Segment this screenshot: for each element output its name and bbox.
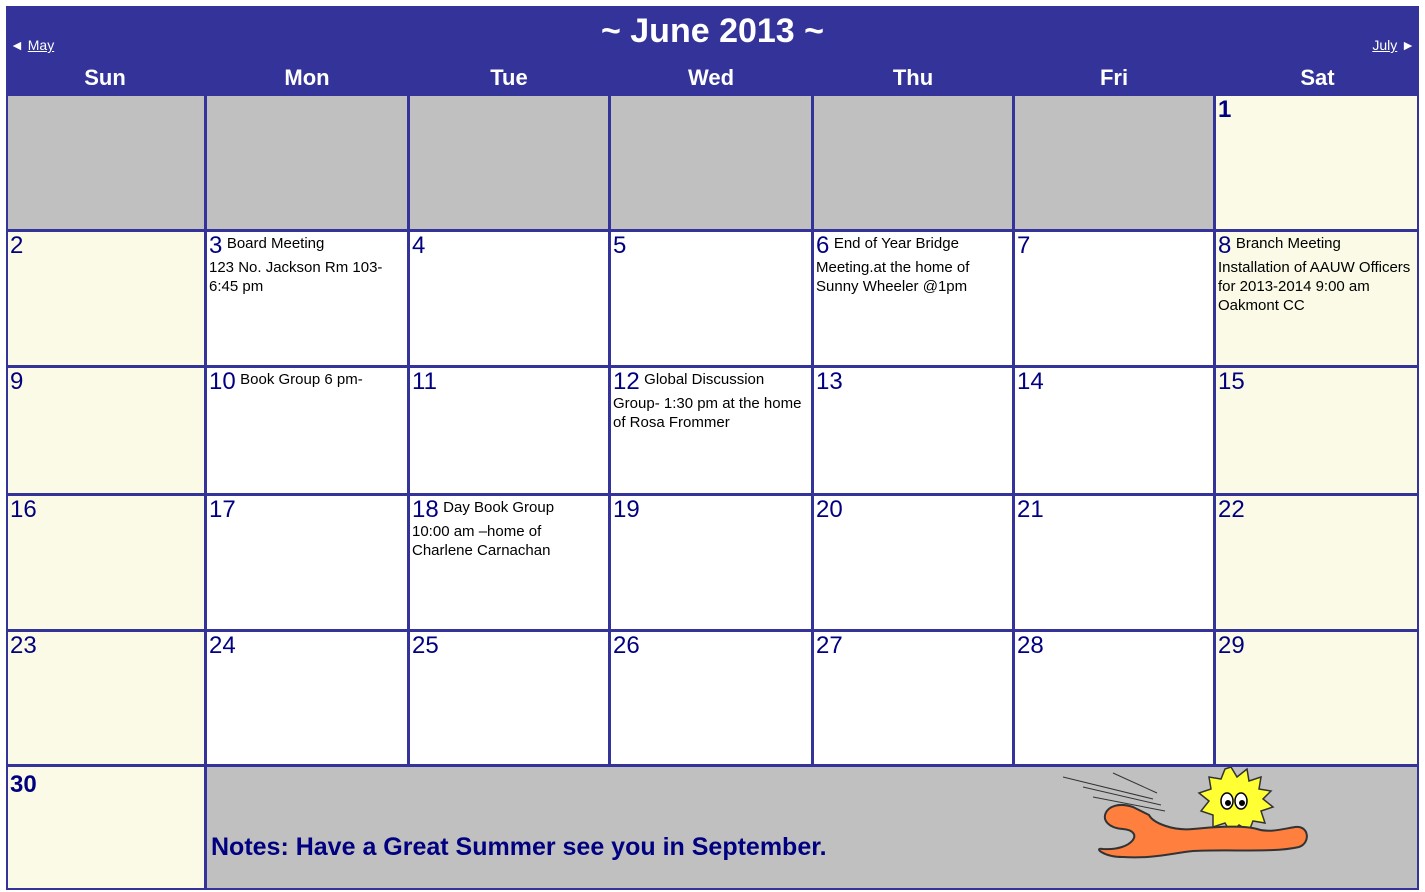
- day-number: 21: [1017, 496, 1044, 523]
- day-cell-19[interactable]: [611, 496, 811, 629]
- day-content: [611, 232, 811, 260]
- event-text: Branch Meeting Installation of AAUW Officers for 2013-2014 9:00 am Oakmont CC: [1218, 235, 1411, 314]
- day-cell-25[interactable]: [410, 632, 608, 764]
- day-content: [814, 232, 1012, 298]
- day-number: 16: [10, 496, 37, 523]
- day-number: 2: [10, 232, 24, 259]
- prev-month-link[interactable]: May: [27, 37, 55, 53]
- day-cell-4[interactable]: [410, 232, 608, 365]
- day-number: 10: [209, 368, 236, 395]
- next-month-link[interactable]: July: [1372, 37, 1398, 53]
- day-cell-27[interactable]: [814, 632, 1012, 764]
- notes-panel: [207, 767, 1417, 888]
- next-month-nav[interactable]: [1372, 37, 1415, 53]
- day-number: 1: [1218, 96, 1232, 123]
- weekday-header-wed: Wed: [687, 65, 735, 90]
- calendar: [6, 6, 1419, 890]
- day-number: 27: [816, 632, 843, 659]
- day-cell-6[interactable]: [814, 232, 1012, 365]
- empty-day-cell: [207, 96, 407, 229]
- day-content: [1216, 368, 1417, 396]
- day-content: [207, 496, 407, 524]
- day-cell-17[interactable]: [207, 496, 407, 629]
- day-cell-28[interactable]: [1015, 632, 1213, 764]
- weekday-header-thu: Thu: [892, 65, 934, 90]
- day-number: 26: [613, 632, 640, 659]
- event-text: Day Book Group 10:00 am –home of Charlene Carnachan: [412, 499, 555, 559]
- summer-sun-icon: [1033, 767, 1333, 863]
- day-content: [207, 368, 407, 396]
- day-number: 22: [1218, 496, 1245, 523]
- day-cell-2[interactable]: [8, 232, 204, 365]
- event-text: End of Year Bridge Meeting.at the home of Sunny Wheeler @1pm: [816, 235, 970, 295]
- day-number: 5: [613, 232, 627, 259]
- day-cell-12[interactable]: [611, 368, 811, 493]
- day-number: 13: [816, 368, 843, 395]
- day-content: [1216, 232, 1417, 317]
- day-cell-21[interactable]: [1015, 496, 1213, 629]
- day-number: 30: [10, 771, 37, 798]
- day-content: [8, 632, 204, 660]
- day-cell-14[interactable]: [1015, 368, 1213, 493]
- day-number: 28: [1017, 632, 1044, 659]
- left-arrow-icon: ◄: [10, 37, 24, 53]
- day-cell-24[interactable]: [207, 632, 407, 764]
- day-number: 11: [412, 368, 437, 395]
- day-content: [1216, 96, 1417, 124]
- day-number: 14: [1017, 368, 1044, 395]
- day-content: [410, 632, 608, 660]
- day-content: [611, 496, 811, 524]
- day-cell-8[interactable]: [1216, 232, 1417, 365]
- right-arrow-icon: ►: [1401, 37, 1415, 53]
- weekday-header-tue: Tue: [490, 65, 528, 90]
- day-number: 19: [613, 496, 640, 523]
- notes-text: Notes: Have a Great Summer see you in September.: [211, 833, 827, 861]
- day-cell-16[interactable]: [8, 496, 204, 629]
- day-content: [611, 632, 811, 660]
- day-number: 20: [816, 496, 843, 523]
- day-cell-26[interactable]: [611, 632, 811, 764]
- empty-day-cell: [410, 96, 608, 229]
- day-content: [1015, 632, 1213, 660]
- day-number: 7: [1017, 232, 1031, 259]
- weekday-header-fri: Fri: [1099, 65, 1129, 90]
- day-number: 24: [209, 632, 236, 659]
- day-content: [8, 232, 204, 260]
- day-cell-18[interactable]: [410, 496, 608, 629]
- day-content: [814, 368, 1012, 396]
- day-cell-20[interactable]: [814, 496, 1012, 629]
- day-content: [207, 632, 407, 660]
- weekday-header-row: [6, 60, 1419, 96]
- day-number: 15: [1218, 368, 1245, 395]
- empty-day-cell: [611, 96, 811, 229]
- day-cell-30[interactable]: [8, 767, 204, 888]
- day-content: [1015, 232, 1213, 260]
- day-cell-13[interactable]: [814, 368, 1012, 493]
- day-cell-11[interactable]: [410, 368, 608, 493]
- month-title: ~ June 2013 ~: [600, 12, 825, 50]
- day-content: [8, 496, 204, 524]
- day-number: 25: [412, 632, 439, 659]
- day-content: [814, 496, 1012, 524]
- day-content: [1216, 632, 1417, 660]
- day-content: [611, 368, 811, 434]
- empty-day-cell: [8, 96, 204, 229]
- day-cell-23[interactable]: [8, 632, 204, 764]
- weekday-header-mon: Mon: [284, 65, 330, 90]
- day-content: [1216, 496, 1417, 524]
- day-content: [410, 496, 608, 562]
- weekday-header-sun: Sun: [84, 65, 126, 90]
- day-cell-3[interactable]: [207, 232, 407, 365]
- day-cell-7[interactable]: [1015, 232, 1213, 365]
- day-content: [1015, 496, 1213, 524]
- day-number: 12: [613, 368, 640, 395]
- empty-day-cell: [1015, 96, 1213, 229]
- day-number: 9: [10, 368, 24, 395]
- event-text: Board Meeting 123 No. Jackson Rm 103- 6:45 pm: [209, 235, 383, 295]
- day-content: [207, 232, 407, 298]
- empty-day-cell: [814, 96, 1012, 229]
- event-text: Global Discussion Group- 1:30 pm at the home of Rosa Frommer: [613, 371, 802, 431]
- day-cell-29[interactable]: [1216, 632, 1417, 764]
- day-number: 18: [412, 496, 439, 523]
- day-number: 17: [209, 496, 236, 523]
- day-content: [410, 232, 608, 260]
- day-content: [410, 368, 608, 396]
- day-content: [8, 368, 204, 396]
- event-text: Book Group 6 pm-: [240, 371, 363, 388]
- day-cell-15[interactable]: [1216, 368, 1417, 493]
- day-cell-10[interactable]: [207, 368, 407, 493]
- day-cell-9[interactable]: [8, 368, 204, 493]
- calendar-header: [6, 6, 1419, 60]
- day-cell-5[interactable]: [611, 232, 811, 365]
- day-number: 4: [412, 232, 426, 259]
- day-number: 23: [10, 632, 37, 659]
- day-cell-1[interactable]: [1216, 96, 1417, 229]
- day-number: 29: [1218, 632, 1245, 659]
- day-cell-22[interactable]: [1216, 496, 1417, 629]
- day-number: 6: [816, 232, 830, 259]
- day-number: 3: [209, 232, 223, 259]
- day-number: 8: [1218, 232, 1232, 259]
- day-content: [814, 632, 1012, 660]
- weekday-header-sat: Sat: [1300, 65, 1335, 90]
- day-content: [1015, 368, 1213, 396]
